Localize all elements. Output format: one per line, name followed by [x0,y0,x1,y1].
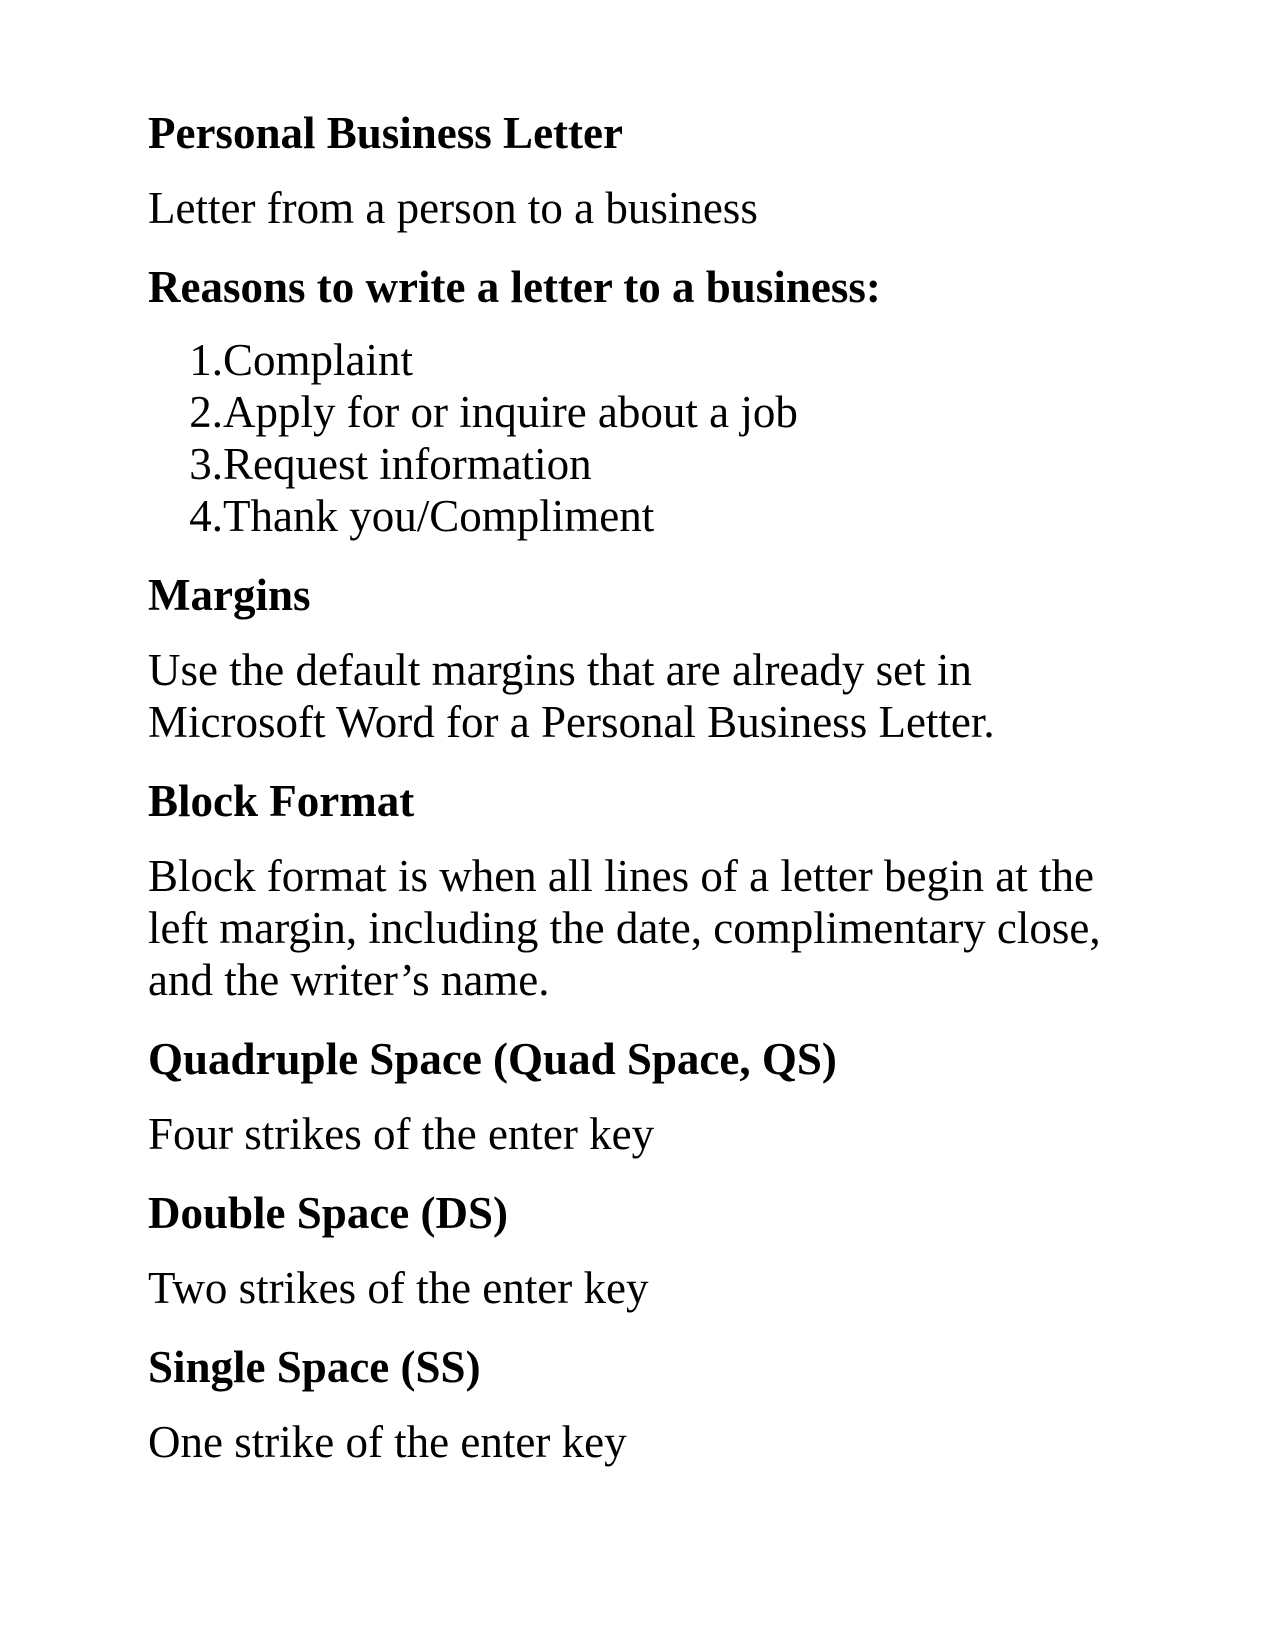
paragraph-line: left margin, including the date, complimentary close, [148,903,1101,953]
list-item-text: Complaint [223,335,413,385]
paragraph-line: Block format is when all lines of a letter begin at the [148,851,1094,901]
list-item-text: Thank you/Compliment [223,491,655,541]
list-item-text: Request information [223,439,592,489]
paragraph-line: and the writer’s name. [148,955,550,1005]
reasons-list [148,334,1148,542]
document-title: Personal Business Letter [148,108,623,158]
single-space-heading: Single Space (SS) [148,1342,481,1392]
list-item [148,490,1148,542]
quad-space-text: Four strikes of the enter key [148,1109,655,1159]
document-content [148,104,1148,1468]
list-item-number: 2. [189,387,223,437]
list-item-text: Apply for or inquire about a job [223,387,798,437]
single-space-text: One strike of the enter key [148,1417,627,1467]
reasons-heading: Reasons to write a letter to a business: [148,262,881,312]
list-item-number: 3. [189,439,223,489]
quad-space-heading: Quadruple Space (Quad Space, QS) [148,1034,837,1084]
block-format-heading: Block Format [148,776,415,826]
list-item-number: 1. [189,335,223,385]
paragraph-line: Use the default margins that are already set in [148,645,972,695]
list-item-number: 4. [189,491,223,541]
list-item [148,438,1148,490]
list-item [148,334,1148,386]
margins-heading: Margins [148,570,311,620]
definition-text: Letter from a person to a business [148,183,758,233]
paragraph-line: Microsoft Word for a Personal Business Letter. [148,697,995,747]
list-item [148,386,1148,438]
margins-paragraph [148,644,1148,748]
double-space-text: Two strikes of the enter key [148,1263,649,1313]
block-format-paragraph [148,850,1148,1006]
double-space-heading: Double Space (DS) [148,1188,509,1238]
